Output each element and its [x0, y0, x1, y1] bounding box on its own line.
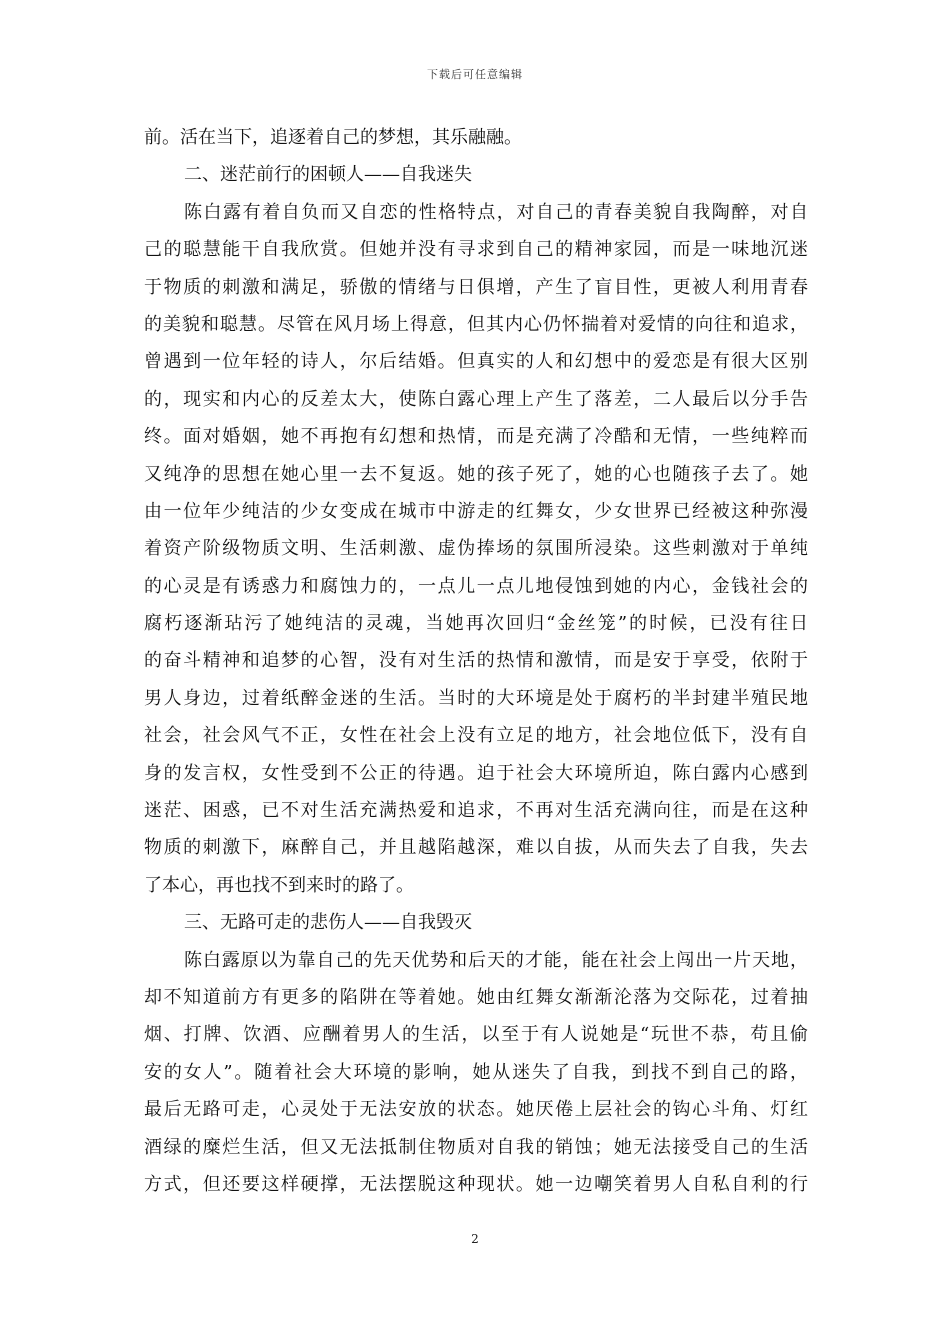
text-line: 着资产阶级物质文明、生活刺激、虚伪捧场的氛围所浸染。这些刺激对于单纯: [144, 538, 808, 560]
text-line: 了本心，再也找不到来时的路了。: [144, 874, 414, 896]
text-line: 方式，但还要这样硬撑，无法摆脱这种现状。她一边嘲笑着男人自私自利的行: [144, 1173, 808, 1195]
text-line: 男人身边，过着纸醉金迷的生活。当时的大环境是处于腐朽的半封建半殖民地: [144, 687, 808, 709]
text-line: 陈白露原以为靠自己的先天优势和后天的才能，能在社会上闯出一片天地，: [184, 949, 808, 971]
text-line: 己的聪慧能干自我欣赏。但她并没有寻求到自己的精神家园，而是一味地沉迷: [144, 239, 808, 261]
text-line: 由一位年少纯洁的少女变成在城市中游走的红舞女，少女世界已经被这种弥漫: [144, 500, 808, 522]
page-header: 下载后可任意编辑: [427, 68, 523, 81]
text-line: 的，现实和内心的反差太大，使陈白露心理上产生了落差，二人最后以分手告: [144, 388, 808, 410]
page-number: 2: [471, 1232, 479, 1246]
section-heading: 三、无路可走的悲伤人——自我毁灭: [184, 912, 472, 934]
text-line: 迷茫、困惑，已不对生活充满热爱和追求，不再对生活充满向往，而是在这种: [144, 800, 808, 822]
document-body: [144, 119, 808, 1203]
text-line: 于物质的刺激和满足，骄傲的情绪与日俱增，产生了盲目性，更被人利用青春: [144, 276, 808, 298]
text-line: 安的女人”。随着社会大环境的影响，她从迷失了自我，到找不到自己的路，: [144, 1061, 808, 1083]
text-line: 却不知道前方有更多的陷阱在等着她。她由红舞女渐渐沦落为交际花，过着抽: [144, 986, 808, 1008]
text-line: 又纯净的思想在她心里一去不复返。她的孩子死了，她的心也随孩子去了。她: [144, 463, 808, 485]
text-line: 酒绿的糜烂生活，但又无法抵制住物质对自我的销蚀；她无法接受自己的生活: [144, 1136, 808, 1158]
text-line: 身的发言权，女性受到不公正的待遇。迫于社会大环境所迫，陈白露内心感到: [144, 762, 808, 784]
text-line: 终。面对婚姻，她不再抱有幻想和热情，而是充满了冷酷和无情，一些纯粹而: [144, 426, 808, 448]
text-line: 腐朽逐渐玷污了她纯洁的灵魂，当她再次回归“金丝笼”的时候，已没有往日: [144, 613, 808, 635]
text-line: 烟、打牌、饮酒、应酬着男人的生活，以至于有人说她是“玩世不恭，苟且偷: [144, 1024, 808, 1046]
section-heading: 二、迷茫前行的困顿人——自我迷失: [184, 164, 472, 186]
text-line: 的奋斗精神和追梦的心智，没有对生活的热情和激情，而是安于享受，依附于: [144, 650, 808, 672]
text-line: 前。活在当下，追逐着自己的梦想，其乐融融。: [144, 127, 522, 148]
text-line: 陈白露有着自负而又自恋的性格特点，对自己的青春美貌自我陶醉，对自: [184, 201, 808, 223]
text-line: 最后无路可走，心灵处于无法安放的状态。她厌倦上层社会的钩心斗角、灯红: [144, 1099, 808, 1121]
text-line: 的心灵是有诱惑力和腐蚀力的，一点儿一点儿地侵蚀到她的内心，金钱社会的: [144, 575, 808, 597]
text-line: 的美貌和聪慧。尽管在风月场上得意，但其内心仍怀揣着对爱情的向往和追求，: [144, 313, 808, 335]
text-line: 社会，社会风气不正，女性在社会上没有立足的地方，社会地位低下，没有自: [144, 725, 808, 747]
text-line: 曾遇到一位年轻的诗人，尔后结婚。但真实的人和幻想中的爱恋是有很大区别: [144, 351, 808, 373]
text-line: 物质的刺激下，麻醉自己，并且越陷越深，难以自拔，从而失去了自我，失去: [144, 837, 808, 859]
